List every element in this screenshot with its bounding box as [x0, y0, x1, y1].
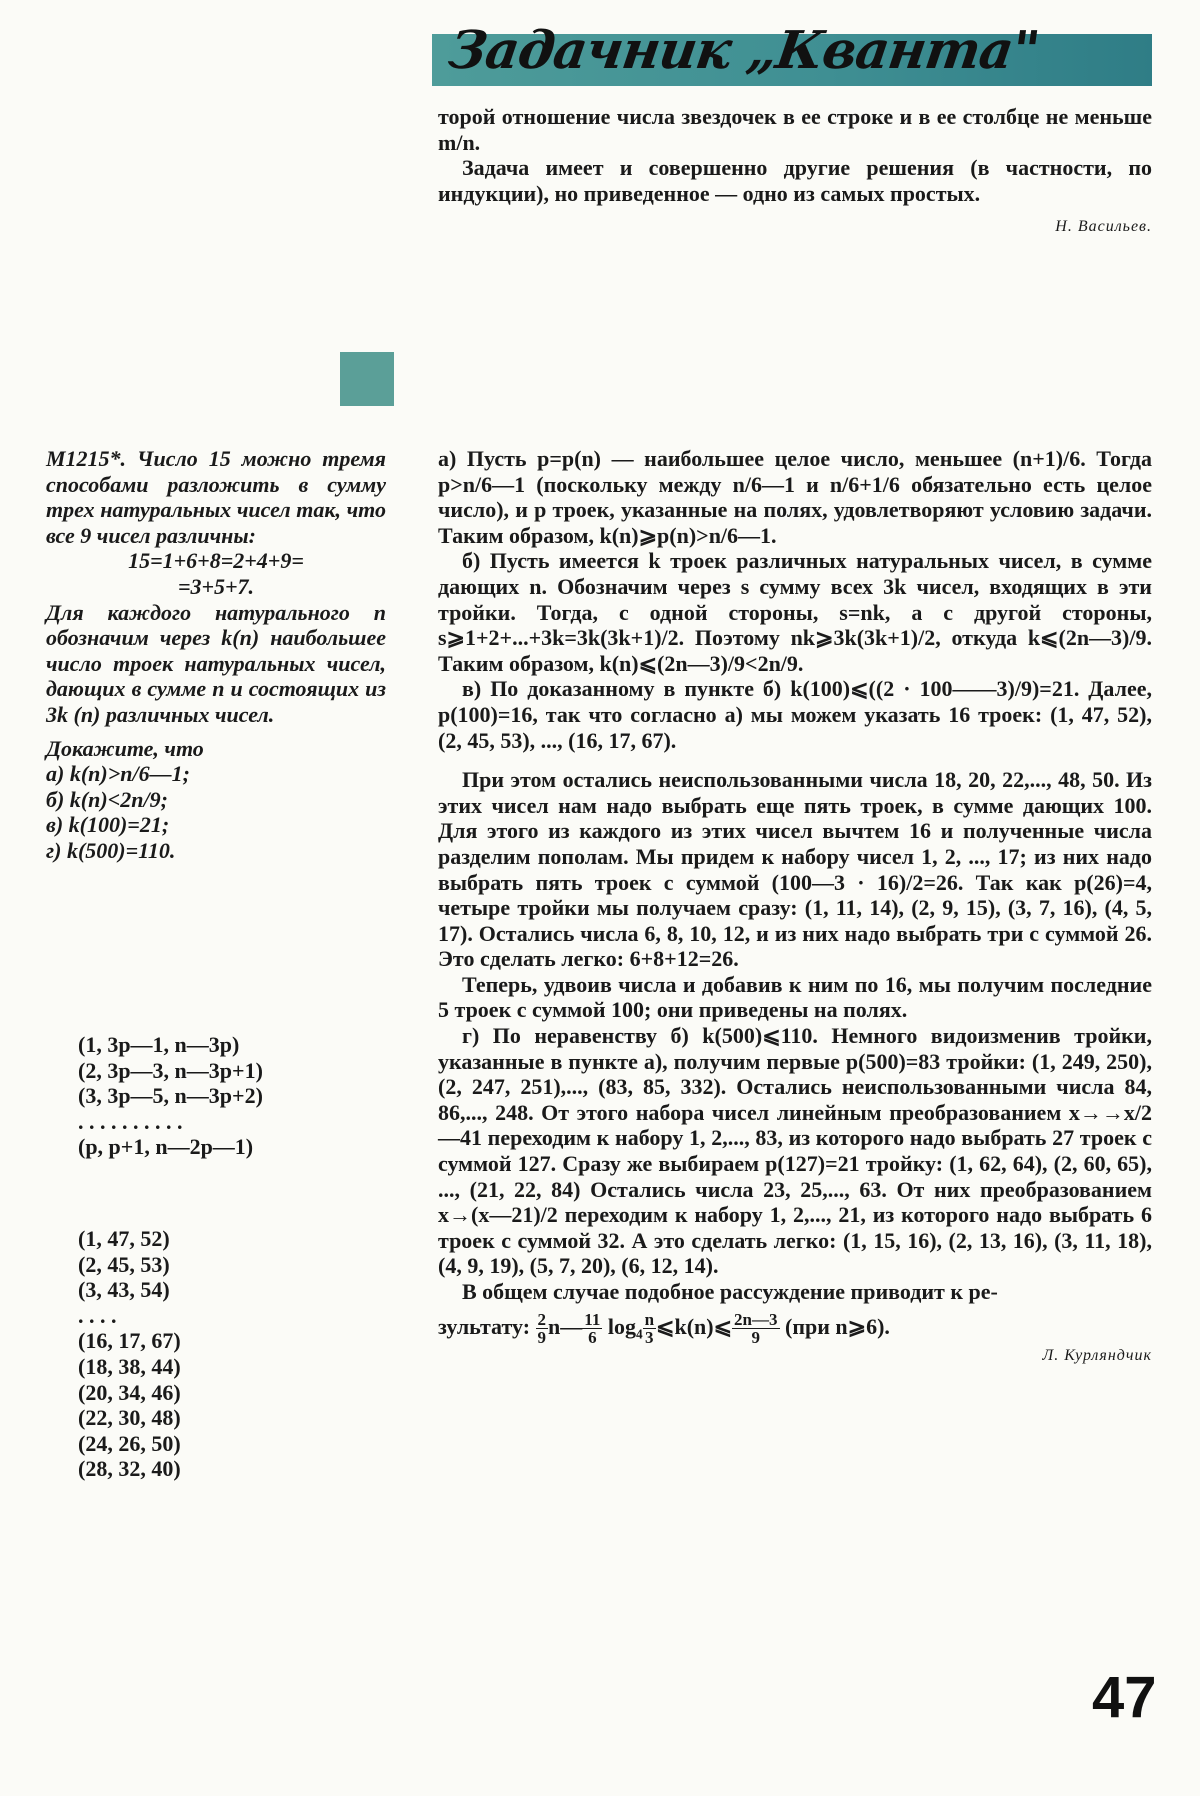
triple-row: (1, 47, 52) — [78, 1226, 170, 1251]
equation-line-1: 15=1+6+8=2+4+9= — [128, 548, 304, 574]
problem-prove: Докажите, что — [46, 735, 204, 761]
intro-block — [438, 104, 1152, 240]
margin-triples-100 — [78, 1226, 181, 1482]
triple-row: (16, 17, 67) — [78, 1328, 181, 1354]
problem-marker — [340, 352, 394, 406]
solution-part-a: а) Пусть p=p(n) — наибольшее целое число, меньшее (n+1)/6. Тогда p>n/6—1 (поскольку между n/6—1 и n/6+1/6 обязательно есть целое число), и p троек, указанные на полях, удовлетворяют условию задачи. Таким образом, k(n)⩾p(n)>n/6—1. — [438, 446, 1152, 548]
solution-signature: Л. Курляндчик — [1042, 1346, 1152, 1364]
solution-part-c: в) По доказанному в пункте б) k(100)⩽((2 · 100——3)/9)=21. Далее, p(100)=16, так что согласно а) мы можем указать 16 троек: (1, 47, 52), (2, 45, 53), ..., (16, 17, 67). — [438, 676, 1152, 753]
problem-text: Число 15 можно тремя способами разложить в сумму трех натуральных чисел так, что все 9 чисел различны: — [46, 446, 387, 548]
intro-paragraph-1: торой отношение числа звездочек в ее строке и в ее столбце не меньше m/n. — [438, 104, 1152, 155]
triple-row: (2, 45, 53) — [78, 1251, 170, 1277]
triple-row: (2, 3p—3, n—3p+1) — [78, 1057, 263, 1083]
solution-general: В общем случае подобное рассуждение приводит к ре- — [462, 1279, 998, 1304]
solution-part-d: г) По неравенству б) k(500)⩽110. Немного видоизменив тройки, указанные в пункте а), получим первые p(500)=83 тройки: (1, 249, 250), (2, 247, 251),..., (83, 85, 332). Остались неиспользованными числа 84, 86,..., 248. От этого набора чисел линейным преобразованием x→→x/2—41 переходим к набору 1, 2,..., 83, из которого надо выбрать 27 троек с суммой 127. Сразу же выбираем p(127)=21 тройку: (1, 62, 64), (2, 60, 65), ..., (21, 22, 84) Остались числа 23, 25,..., 63. От них преобразованием x→(x—21)/2 переходим к набору 1, 2,..., 21, из которого надо выбрать 6 троек с суммой 32. А это сделать легко: (1, 15, 16), (2, 13, 16), (3, 11, 18), (4, 9, 19), (5, 7, 20), (6, 12, 14). — [438, 1023, 1152, 1279]
solution-paragraph: При этом остались неиспользованными числа 18, 20, 22,..., 48, 50. Из этих чисел нам надо выбрать еще пять троек, в сумме дающих 100. Для этого из каждого из этих чисел вычтем 16 и полученные числа разделим пополам. Мы придем к набору чисел 1, 2, ..., 17; из них надо выбрать пять троек с суммой (100—3 · 16)/2=26. Так как p(26)=4, четыре тройки мы получаем сразу: (1, 11, 14), (2, 9, 15), (3, 7, 16), (4, 5, 17). Остались числа 6, 8, 10, 12, и из них надо выбрать три с суммой 26. Это сделать легко: 6+8+12=26. — [438, 767, 1152, 972]
triple-row: . . . . . . . . . . — [78, 1108, 183, 1134]
fraction: $\frac{2n—3}{9}$ — [734, 1310, 778, 1348]
triple-row: (28, 32, 40) — [78, 1456, 181, 1482]
problem-statement — [46, 446, 386, 864]
fraction: $\frac{11}{6}$ — [584, 1310, 601, 1348]
triple-row: . . . . — [78, 1302, 117, 1328]
triple-row: (p, p+1, n—2p—1) — [78, 1134, 254, 1160]
triple-row: (20, 34, 46) — [78, 1379, 181, 1405]
triple-row: (24, 26, 50) — [78, 1430, 181, 1456]
problem-item-c: в) k(100)=21; — [46, 812, 170, 838]
triple-row: (3, 43, 54) — [78, 1277, 170, 1303]
intro-signature: Н. Васильев. — [1055, 218, 1152, 236]
solution-part-b: б) Пусть имеется k троек различных натуральных чисел, в сумме дающих n. Обозначим через s сумму всех 3k чисел, входящих в эти тройки. Тогда, с одной стороны, s=nk, а с другой стороны, s⩾1+2+...+3k=3k(3k+1)/2. Поэтому nk⩾3k(3k+1)/2, откуда k⩽(2n—3)/9. Таким образом, k(n)⩽(2n—3)/9<2n/9. — [438, 548, 1152, 676]
section-title: Задачник „Кванта" — [445, 20, 1043, 81]
solution-paragraph: Теперь, удвоив числа и добавив к ним по 16, мы получим последние 5 троек с суммой 100; они приведены на полях. — [438, 971, 1152, 1023]
problem-definition: Для каждого натурального n обозначим через k(n) наибольшее число троек натуральных чисел, дающих в сумме n и состоящих из 3k (n) различных чисел. — [46, 599, 386, 727]
problem-item-d: г) k(500)=110. — [46, 837, 176, 863]
page-number: 47 — [1092, 1665, 1157, 1730]
problem-title: M1215*. — [46, 446, 127, 471]
margin-general-triples — [78, 1032, 263, 1160]
triple-row: (3, 3p—5, n—3p+2) — [78, 1083, 263, 1109]
solution-block — [438, 446, 1152, 1368]
equation-line-2: =3+5+7. — [177, 573, 255, 599]
triple-row: (22, 30, 48) — [78, 1405, 181, 1431]
intro-paragraph-2: Задача имеет и совершенно другие решения (в частности, по индукции), но приведенное — одно из самых простых. — [438, 155, 1152, 206]
problem-item-a: а) k(n)>n/6—1; — [46, 761, 190, 787]
triple-row: (18, 38, 44) — [78, 1353, 181, 1379]
problem-item-b: б) k(n)<2n/9; — [46, 786, 168, 812]
solution-formula: зультату: $\frac{2}{9}$ n— $\frac{11}{6}$ log₄ $\frac{n}{3}$ ⩽k(n)⩽ $\frac{2n—3}{9}$ (при n⩾6). — [438, 1310, 890, 1348]
fraction: $\frac{n}{3}$ — [644, 1310, 655, 1348]
triple-row: (1, 3p—1, n—3p) — [78, 1032, 240, 1057]
fraction: $\frac{2}{9}$ — [537, 1310, 547, 1348]
